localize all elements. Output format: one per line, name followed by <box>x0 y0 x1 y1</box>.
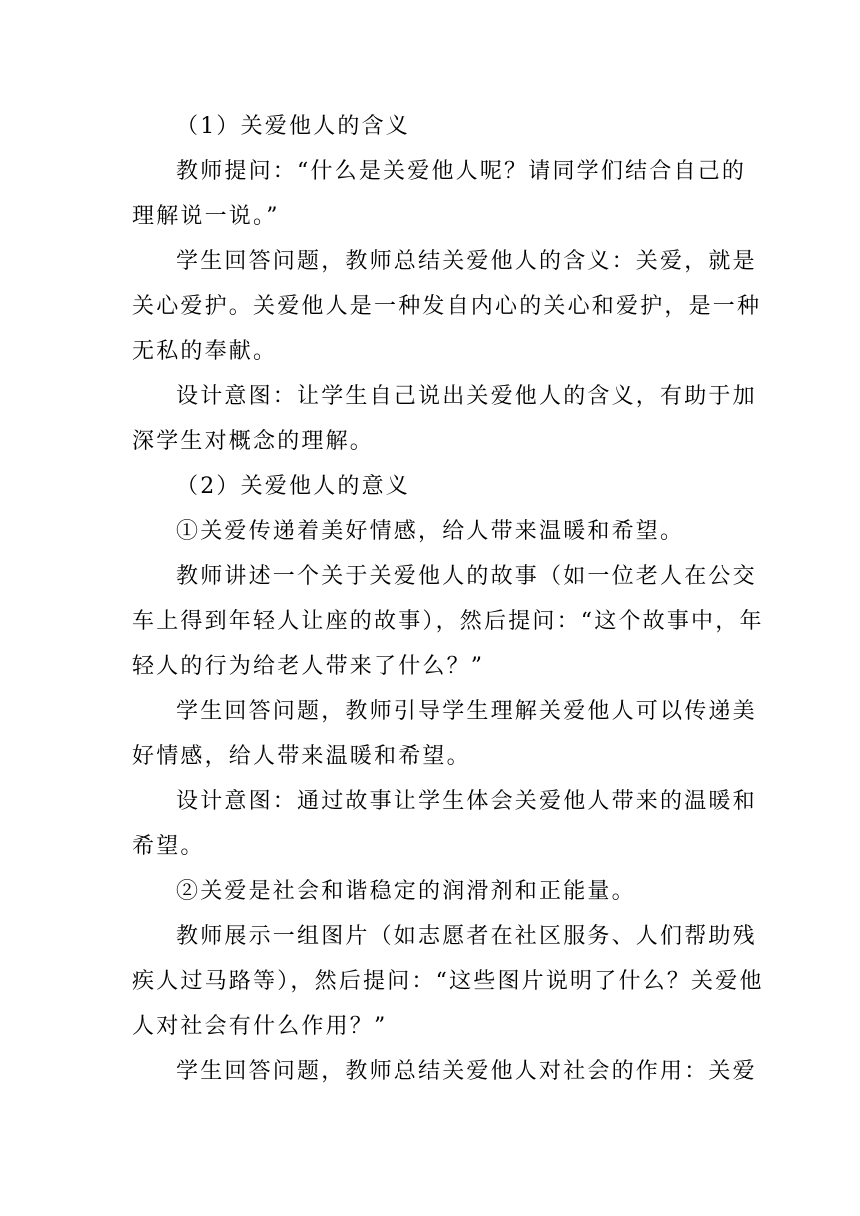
paragraph-line: 无私的奉献。 <box>132 339 278 364</box>
paragraph-line: 教师展示一组图片（如志愿者在社区服务、人们帮助残 <box>176 924 757 949</box>
paragraph-line: 疾人过马路等），然后提问：“这些图片说明了什么？关爱他 <box>132 969 764 994</box>
paragraph-line: 关心爱护。关爱他人是一种发自内心的关心和爱护，是一种 <box>132 294 762 319</box>
paragraph-line: 设计意图：通过故事让学生体会关爱他人带来的温暖和 <box>176 789 757 814</box>
paragraph-line: 教师提问：“什么是关爱他人呢？请同学们结合自己的 <box>176 159 747 184</box>
paragraph-line: 轻人的行为给老人带来了什么？” <box>132 654 485 679</box>
paragraph-line: 教师讲述一个关于关爱他人的故事（如一位老人在公交 <box>176 564 757 589</box>
paragraph-line: 车上得到年轻人让座的故事），然后提问：“这个故事中，年 <box>132 609 764 634</box>
paragraph-line: 希望。 <box>132 834 205 859</box>
paragraph-line: 设计意图：让学生自己说出关爱他人的含义，有助于加 <box>176 384 757 409</box>
paragraph-line: 学生回答问题，教师总结关爱他人对社会的作用：关爱 <box>176 1059 757 1084</box>
paragraph-line: ②关爱是社会和谐稳定的润滑剂和正能量。 <box>176 879 636 904</box>
paragraph-line: 人对社会有什么作用？” <box>132 1014 388 1039</box>
paragraph-line: 学生回答问题，教师总结关爱他人的含义：关爱，就是 <box>176 249 757 274</box>
paragraph-line: ①关爱传递着美好情感，给人带来温暖和希望。 <box>176 519 685 544</box>
paragraph-line: 好情感，给人带来温暖和希望。 <box>132 744 471 769</box>
section-heading-significance: （2）关爱他人的意义 <box>176 474 410 499</box>
paragraph-line: 理解说一说。” <box>132 204 280 229</box>
paragraph-line: 学生回答问题，教师引导学生理解关爱他人可以传递美 <box>176 699 757 724</box>
paragraph-line: 深学生对概念的理解。 <box>132 429 375 454</box>
section-heading-meaning: （1）关爱他人的含义 <box>176 114 410 139</box>
